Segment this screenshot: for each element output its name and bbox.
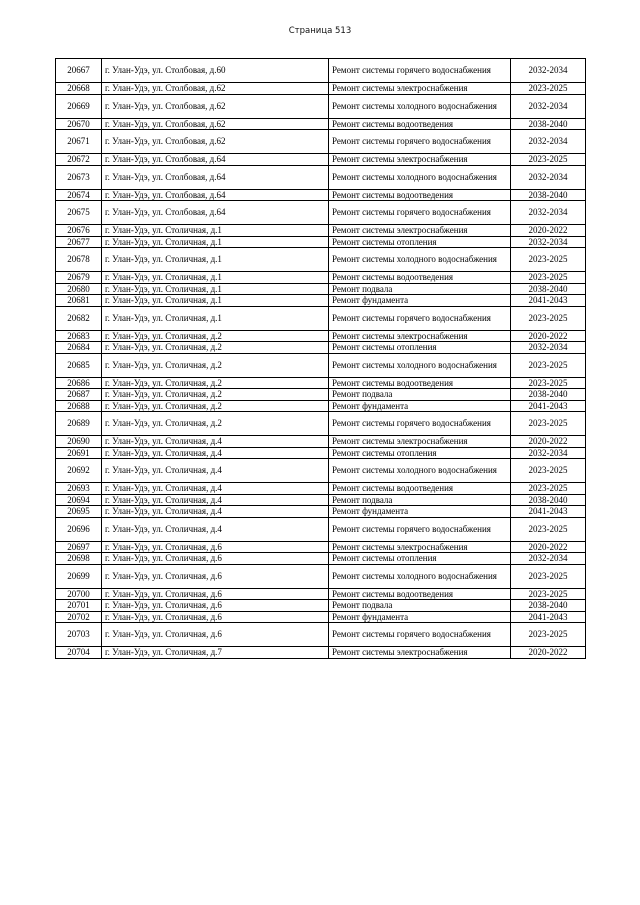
period-cell: 2041-2043 xyxy=(511,295,586,307)
row-number-cell: 20667 xyxy=(56,59,102,83)
row-number-cell: 20687 xyxy=(56,389,102,401)
work-type-cell: Ремонт системы холодного водоснабжения xyxy=(329,248,511,272)
table-row xyxy=(56,564,586,588)
period-cell: 2038-2040 xyxy=(511,283,586,295)
period-cell: 2038-2040 xyxy=(511,600,586,612)
row-number-cell: 20668 xyxy=(56,83,102,95)
address-cell: г. Улан-Удэ, ул. Столбовая, д.62 xyxy=(102,94,329,118)
table-row xyxy=(56,295,586,307)
table-row xyxy=(56,517,586,541)
address-cell: г. Улан-Удэ, ул. Столичная, д.6 xyxy=(102,600,329,612)
work-type-cell: Ремонт системы водоотведения xyxy=(329,483,511,495)
address-cell: г. Улан-Удэ, ул. Столичная, д.2 xyxy=(102,342,329,354)
table-row xyxy=(56,59,586,83)
table-row xyxy=(56,494,586,506)
table-row xyxy=(56,600,586,612)
work-type-cell: Ремонт системы электроснабжения xyxy=(329,436,511,448)
address-cell: г. Улан-Удэ, ул. Столичная, д.4 xyxy=(102,506,329,518)
row-number-cell: 20701 xyxy=(56,600,102,612)
work-type-cell: Ремонт системы холодного водоснабжения xyxy=(329,564,511,588)
address-cell: г. Улан-Удэ, ул. Столичная, д.6 xyxy=(102,541,329,553)
period-cell: 2023-2025 xyxy=(511,377,586,389)
address-cell: г. Улан-Удэ, ул. Столичная, д.6 xyxy=(102,553,329,565)
row-number-cell: 20696 xyxy=(56,517,102,541)
row-number-cell: 20673 xyxy=(56,165,102,189)
period-cell: 2032-2034 xyxy=(511,553,586,565)
table-row xyxy=(56,272,586,284)
table-row xyxy=(56,306,586,330)
records-body xyxy=(56,59,586,659)
period-cell: 2023-2025 xyxy=(511,272,586,284)
work-type-cell: Ремонт системы водоотведения xyxy=(329,118,511,130)
table-row xyxy=(56,400,586,412)
table-row xyxy=(56,647,586,659)
row-number-cell: 20678 xyxy=(56,248,102,272)
period-cell: 2038-2040 xyxy=(511,189,586,201)
period-cell: 2023-2025 xyxy=(511,517,586,541)
period-cell: 2023-2025 xyxy=(511,588,586,600)
address-cell: г. Улан-Удэ, ул. Столбовая, д.64 xyxy=(102,154,329,166)
address-cell: г. Улан-Удэ, ул. Столичная, д.1 xyxy=(102,283,329,295)
period-cell: 2032-2034 xyxy=(511,201,586,225)
row-number-cell: 20671 xyxy=(56,130,102,154)
row-number-cell: 20697 xyxy=(56,541,102,553)
address-cell: г. Улан-Удэ, ул. Столичная, д.2 xyxy=(102,412,329,436)
period-cell: 2032-2034 xyxy=(511,130,586,154)
period-cell: 2023-2025 xyxy=(511,412,586,436)
address-cell: г. Улан-Удэ, ул. Столичная, д.4 xyxy=(102,459,329,483)
address-cell: г. Улан-Удэ, ул. Столичная, д.2 xyxy=(102,389,329,401)
period-cell: 2023-2025 xyxy=(511,83,586,95)
address-cell: г. Улан-Удэ, ул. Столичная, д.6 xyxy=(102,564,329,588)
work-type-cell: Ремонт подвала xyxy=(329,283,511,295)
table-row xyxy=(56,541,586,553)
table-row xyxy=(56,342,586,354)
row-number-cell: 20682 xyxy=(56,306,102,330)
table-row xyxy=(56,118,586,130)
table-row xyxy=(56,389,586,401)
table-row xyxy=(56,377,586,389)
work-type-cell: Ремонт фундамента xyxy=(329,506,511,518)
period-cell: 2038-2040 xyxy=(511,118,586,130)
table-row xyxy=(56,611,586,623)
address-cell: г. Улан-Удэ, ул. Столичная, д.4 xyxy=(102,483,329,495)
page-header: Страница 513 xyxy=(288,26,352,36)
row-number-cell: 20692 xyxy=(56,459,102,483)
period-cell: 2020-2022 xyxy=(511,647,586,659)
work-type-cell: Ремонт системы холодного водоснабжения xyxy=(329,94,511,118)
work-type-cell: Ремонт системы горячего водоснабжения xyxy=(329,130,511,154)
row-number-cell: 20699 xyxy=(56,564,102,588)
period-cell: 2023-2025 xyxy=(511,306,586,330)
table-row xyxy=(56,94,586,118)
table-row xyxy=(56,130,586,154)
work-type-cell: Ремонт системы водоотведения xyxy=(329,377,511,389)
table-row xyxy=(56,447,586,459)
row-number-cell: 20704 xyxy=(56,647,102,659)
row-number-cell: 20672 xyxy=(56,154,102,166)
work-type-cell: Ремонт фундамента xyxy=(329,611,511,623)
period-cell: 2032-2034 xyxy=(511,59,586,83)
period-cell: 2032-2034 xyxy=(511,236,586,248)
address-cell: г. Улан-Удэ, ул. Столбовая, д.62 xyxy=(102,83,329,95)
row-number-cell: 20690 xyxy=(56,436,102,448)
period-cell: 2032-2034 xyxy=(511,447,586,459)
table-row xyxy=(56,154,586,166)
work-type-cell: Ремонт системы отопления xyxy=(329,342,511,354)
period-cell: 2032-2034 xyxy=(511,165,586,189)
table-row xyxy=(56,588,586,600)
address-cell: г. Улан-Удэ, ул. Столбовая, д.60 xyxy=(102,59,329,83)
row-number-cell: 20675 xyxy=(56,201,102,225)
work-type-cell: Ремонт подвала xyxy=(329,494,511,506)
work-type-cell: Ремонт системы отопления xyxy=(329,553,511,565)
address-cell: г. Улан-Удэ, ул. Столичная, д.4 xyxy=(102,517,329,541)
period-cell: 2020-2022 xyxy=(511,225,586,237)
row-number-cell: 20686 xyxy=(56,377,102,389)
address-cell: г. Улан-Удэ, ул. Столичная, д.2 xyxy=(102,330,329,342)
row-number-cell: 20674 xyxy=(56,189,102,201)
address-cell: г. Улан-Удэ, ул. Столичная, д.1 xyxy=(102,248,329,272)
address-cell: г. Улан-Удэ, ул. Столбовая, д.62 xyxy=(102,130,329,154)
table-row xyxy=(56,236,586,248)
table-row xyxy=(56,165,586,189)
period-cell: 2023-2025 xyxy=(511,459,586,483)
work-type-cell: Ремонт системы горячего водоснабжения xyxy=(329,517,511,541)
table-row xyxy=(56,83,586,95)
period-cell: 2020-2022 xyxy=(511,330,586,342)
work-type-cell: Ремонт системы электроснабжения xyxy=(329,225,511,237)
row-number-cell: 20700 xyxy=(56,588,102,600)
table-row xyxy=(56,189,586,201)
period-cell: 2041-2043 xyxy=(511,506,586,518)
row-number-cell: 20670 xyxy=(56,118,102,130)
row-number-cell: 20685 xyxy=(56,353,102,377)
records-table xyxy=(55,58,586,659)
address-cell: г. Улан-Удэ, ул. Столичная, д.6 xyxy=(102,588,329,600)
row-number-cell: 20694 xyxy=(56,494,102,506)
period-cell: 2023-2025 xyxy=(511,483,586,495)
address-cell: г. Улан-Удэ, ул. Столичная, д.2 xyxy=(102,400,329,412)
address-cell: г. Улан-Удэ, ул. Столичная, д.1 xyxy=(102,236,329,248)
period-cell: 2038-2040 xyxy=(511,494,586,506)
row-number-cell: 20689 xyxy=(56,412,102,436)
table-row xyxy=(56,353,586,377)
address-cell: г. Улан-Удэ, ул. Столичная, д.4 xyxy=(102,447,329,459)
address-cell: г. Улан-Удэ, ул. Столбовая, д.62 xyxy=(102,118,329,130)
work-type-cell: Ремонт системы горячего водоснабжения xyxy=(329,59,511,83)
row-number-cell: 20703 xyxy=(56,623,102,647)
work-type-cell: Ремонт системы горячего водоснабжения xyxy=(329,623,511,647)
work-type-cell: Ремонт системы холодного водоснабжения xyxy=(329,459,511,483)
work-type-cell: Ремонт системы электроснабжения xyxy=(329,541,511,553)
table-row xyxy=(56,225,586,237)
period-cell: 2023-2025 xyxy=(511,623,586,647)
address-cell: г. Улан-Удэ, ул. Столичная, д.4 xyxy=(102,494,329,506)
row-number-cell: 20677 xyxy=(56,236,102,248)
address-cell: г. Улан-Удэ, ул. Столбовая, д.64 xyxy=(102,201,329,225)
address-cell: г. Улан-Удэ, ул. Столичная, д.2 xyxy=(102,377,329,389)
address-cell: г. Улан-Удэ, ул. Столичная, д.2 xyxy=(102,353,329,377)
row-number-cell: 20693 xyxy=(56,483,102,495)
address-cell: г. Улан-Удэ, ул. Столичная, д.1 xyxy=(102,225,329,237)
row-number-cell: 20698 xyxy=(56,553,102,565)
work-type-cell: Ремонт системы отопления xyxy=(329,236,511,248)
address-cell: г. Улан-Удэ, ул. Столичная, д.6 xyxy=(102,611,329,623)
table-row xyxy=(56,201,586,225)
row-number-cell: 20702 xyxy=(56,611,102,623)
work-type-cell: Ремонт системы горячего водоснабжения xyxy=(329,306,511,330)
address-cell: г. Улан-Удэ, ул. Столичная, д.1 xyxy=(102,295,329,307)
work-type-cell: Ремонт системы водоотведения xyxy=(329,588,511,600)
work-type-cell: Ремонт системы холодного водоснабжения xyxy=(329,165,511,189)
address-cell: г. Улан-Удэ, ул. Столбовая, д.64 xyxy=(102,189,329,201)
work-type-cell: Ремонт подвала xyxy=(329,389,511,401)
table-row xyxy=(56,330,586,342)
table-row xyxy=(56,283,586,295)
address-cell: г. Улан-Удэ, ул. Столичная, д.1 xyxy=(102,272,329,284)
row-number-cell: 20681 xyxy=(56,295,102,307)
row-number-cell: 20684 xyxy=(56,342,102,354)
period-cell: 2023-2025 xyxy=(511,154,586,166)
work-type-cell: Ремонт фундамента xyxy=(329,295,511,307)
period-cell: 2032-2034 xyxy=(511,342,586,354)
period-cell: 2041-2043 xyxy=(511,400,586,412)
period-cell: 2038-2040 xyxy=(511,389,586,401)
work-type-cell: Ремонт подвала xyxy=(329,600,511,612)
work-type-cell: Ремонт системы горячего водоснабжения xyxy=(329,412,511,436)
table-row xyxy=(56,412,586,436)
row-number-cell: 20680 xyxy=(56,283,102,295)
table-row xyxy=(56,553,586,565)
period-cell: 2032-2034 xyxy=(511,94,586,118)
period-cell: 2020-2022 xyxy=(511,541,586,553)
period-cell: 2023-2025 xyxy=(511,353,586,377)
work-type-cell: Ремонт системы водоотведения xyxy=(329,189,511,201)
row-number-cell: 20695 xyxy=(56,506,102,518)
work-type-cell: Ремонт системы электроснабжения xyxy=(329,647,511,659)
row-number-cell: 20691 xyxy=(56,447,102,459)
address-cell: г. Улан-Удэ, ул. Столичная, д.6 xyxy=(102,623,329,647)
period-cell: 2023-2025 xyxy=(511,248,586,272)
row-number-cell: 20688 xyxy=(56,400,102,412)
table-row xyxy=(56,506,586,518)
row-number-cell: 20679 xyxy=(56,272,102,284)
period-cell: 2020-2022 xyxy=(511,436,586,448)
work-type-cell: Ремонт фундамента xyxy=(329,400,511,412)
work-type-cell: Ремонт системы водоотведения xyxy=(329,272,511,284)
row-number-cell: 20669 xyxy=(56,94,102,118)
work-type-cell: Ремонт системы горячего водоснабжения xyxy=(329,201,511,225)
address-cell: г. Улан-Удэ, ул. Столбовая, д.64 xyxy=(102,165,329,189)
address-cell: г. Улан-Удэ, ул. Столичная, д.7 xyxy=(102,647,329,659)
table-row xyxy=(56,623,586,647)
table-row xyxy=(56,483,586,495)
period-cell: 2041-2043 xyxy=(511,611,586,623)
work-type-cell: Ремонт системы электроснабжения xyxy=(329,83,511,95)
table-row xyxy=(56,436,586,448)
row-number-cell: 20683 xyxy=(56,330,102,342)
period-cell: 2023-2025 xyxy=(511,564,586,588)
work-type-cell: Ремонт системы отопления xyxy=(329,447,511,459)
table-row xyxy=(56,459,586,483)
work-type-cell: Ремонт системы электроснабжения xyxy=(329,154,511,166)
work-type-cell: Ремонт системы холодного водоснабжения xyxy=(329,353,511,377)
address-cell: г. Улан-Удэ, ул. Столичная, д.4 xyxy=(102,436,329,448)
work-type-cell: Ремонт системы электроснабжения xyxy=(329,330,511,342)
address-cell: г. Улан-Удэ, ул. Столичная, д.1 xyxy=(102,306,329,330)
row-number-cell: 20676 xyxy=(56,225,102,237)
table-row xyxy=(56,248,586,272)
